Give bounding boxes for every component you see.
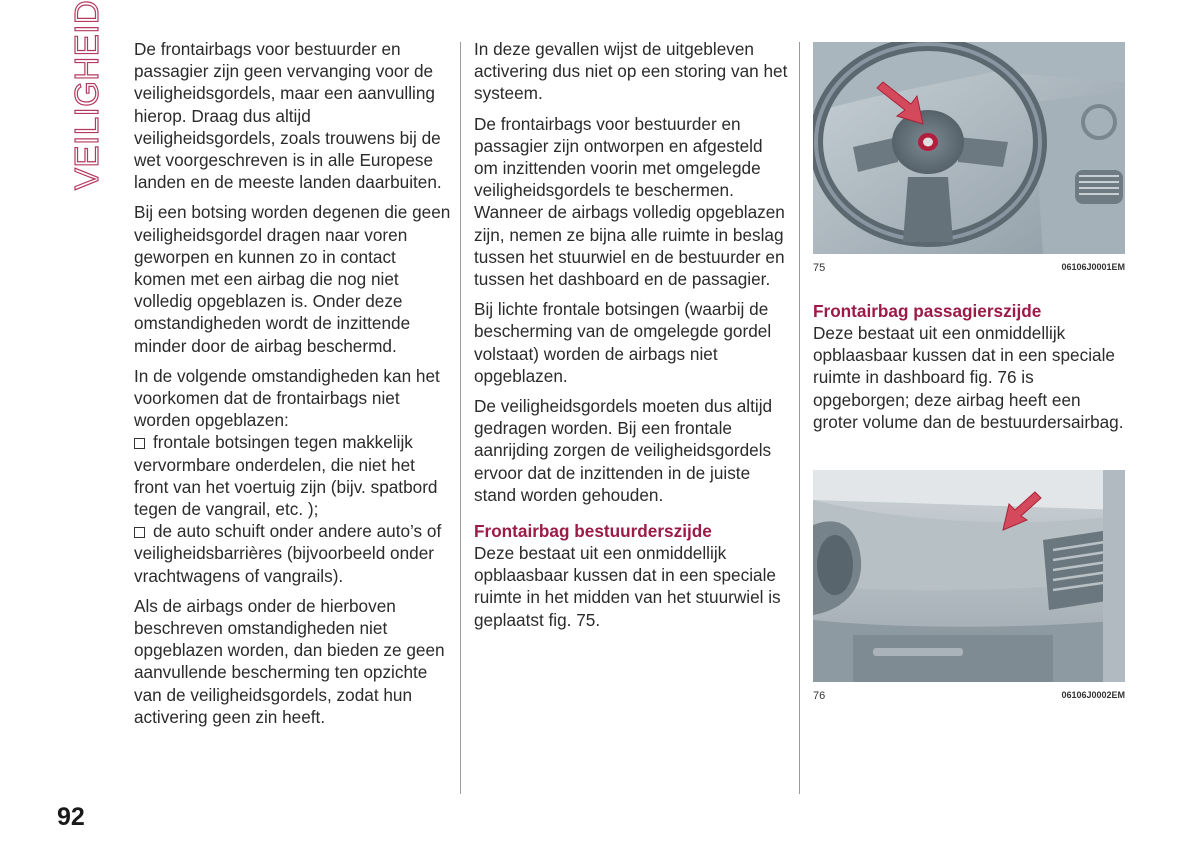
checkbox-bullet-icon bbox=[134, 527, 145, 538]
paragraph: De frontairbags voor bestuurder en passagier zijn geen vervanging voor de veiligheidsgordels, maar een aanvulling hierop. Draag dus altijd veiligheidsgordels, zoals trouwens bij de wet voorgeschreven is in alle Europese landen en de meeste landen daarbuiten. bbox=[134, 39, 442, 193]
heading-driver-airbag: Frontairbag bestuurderszijde bbox=[474, 521, 712, 542]
page-number: 92 bbox=[57, 803, 85, 831]
text-column-3 bbox=[813, 300, 1125, 441]
paragraph: De frontairbags voor bestuurder en passagier zijn ontworpen en afgesteld om inzittenden voorin met omgelegde veiligheidsgordels te beschermen. Wanneer de airbags volledig opgeblazen zijn, nemen ze bijna alle ruimte in beslag tussen het stuurwiel en de bestuurder en tussen het dashboard en de passagier. bbox=[474, 113, 785, 290]
figure-code: 06106J0002EM bbox=[1061, 690, 1125, 700]
bullet-text: de auto schuift onder andere auto’s of veiligheidsbarrières (bijvoorbeeld onder vrachtwagens of vangrails). bbox=[134, 521, 442, 586]
section-title bbox=[66, 0, 106, 192]
paragraph: Bij lichte frontale botsingen (waarbij de bescherming van de omgelegde gordel volstaat) worden de airbags niet opgeblazen. bbox=[474, 299, 772, 386]
text-column-2 bbox=[474, 38, 789, 639]
paragraph: Deze bestaat uit een onmiddellijk opblaasbaar kussen dat in een speciale ruimte in het midden van het stuurwiel is geplaatst fig. 75. bbox=[474, 543, 781, 630]
figure-number: 76 bbox=[813, 690, 826, 702]
text-column-1 bbox=[134, 38, 452, 736]
figure-75 bbox=[813, 42, 1125, 274]
column-divider bbox=[799, 42, 800, 794]
paragraph: Deze bestaat uit een onmiddellijk opblaasbaar kussen dat in een speciale ruimte in dashboard fig. 76 is opgeborgen; deze airbag heeft een groter volume dan de bestuurdersairbag. bbox=[813, 323, 1124, 432]
figure-number: 75 bbox=[813, 262, 826, 274]
paragraph: In deze gevallen wijst de uitgebleven activering dus niet op een storing van het systeem. bbox=[474, 39, 788, 104]
bullet-item bbox=[134, 431, 452, 520]
figure-code: 06106J0001EM bbox=[1061, 262, 1125, 272]
checkbox-bullet-icon bbox=[134, 438, 145, 449]
paragraph: Als de airbags onder de hierboven beschreven omstandigheden niet opgeblazen worden, dan bieden ze geen aanvullende bescherming ten opzichte van de veiligheidsgordels, zodat hun activering geen zin heeft. bbox=[134, 595, 445, 727]
figure-76 bbox=[813, 470, 1125, 702]
paragraph: De veiligheidsgordels moeten dus altijd gedragen worden. Bij een frontale aanrijding zorgen de veiligheidsgordels ervoor dat de inzittenden in de juiste stand worden gehouden. bbox=[474, 396, 773, 505]
paragraph: Bij een botsing worden degenen die geen veiligheidsgordel dragen naar voren geworpen en kunnen zo in contact komen met een airbag die nog niet volledig opgeblazen is. Onder deze omstandigheden wordt de inzittende minder door de airbag beschermd. bbox=[134, 202, 451, 356]
bullet-item bbox=[134, 520, 452, 587]
bullet-text: frontale botsingen tegen makkelijk vervormbare onderdelen, die niet het front van het voertuig zijn (bijv. spatbord tegen de vangrail, etc. ); bbox=[134, 432, 438, 520]
section-title-text: VEILIGHEID bbox=[68, 0, 105, 190]
heading-passenger-airbag: Frontairbag passagierszijde bbox=[813, 301, 1042, 321]
dashboard-illustration bbox=[813, 470, 1125, 682]
column-divider bbox=[460, 42, 461, 794]
steering-wheel-illustration bbox=[813, 42, 1125, 254]
paragraph: In de volgende omstandigheden kan het voorkomen dat de frontairbags niet worden opgeblazen: bbox=[134, 365, 440, 431]
